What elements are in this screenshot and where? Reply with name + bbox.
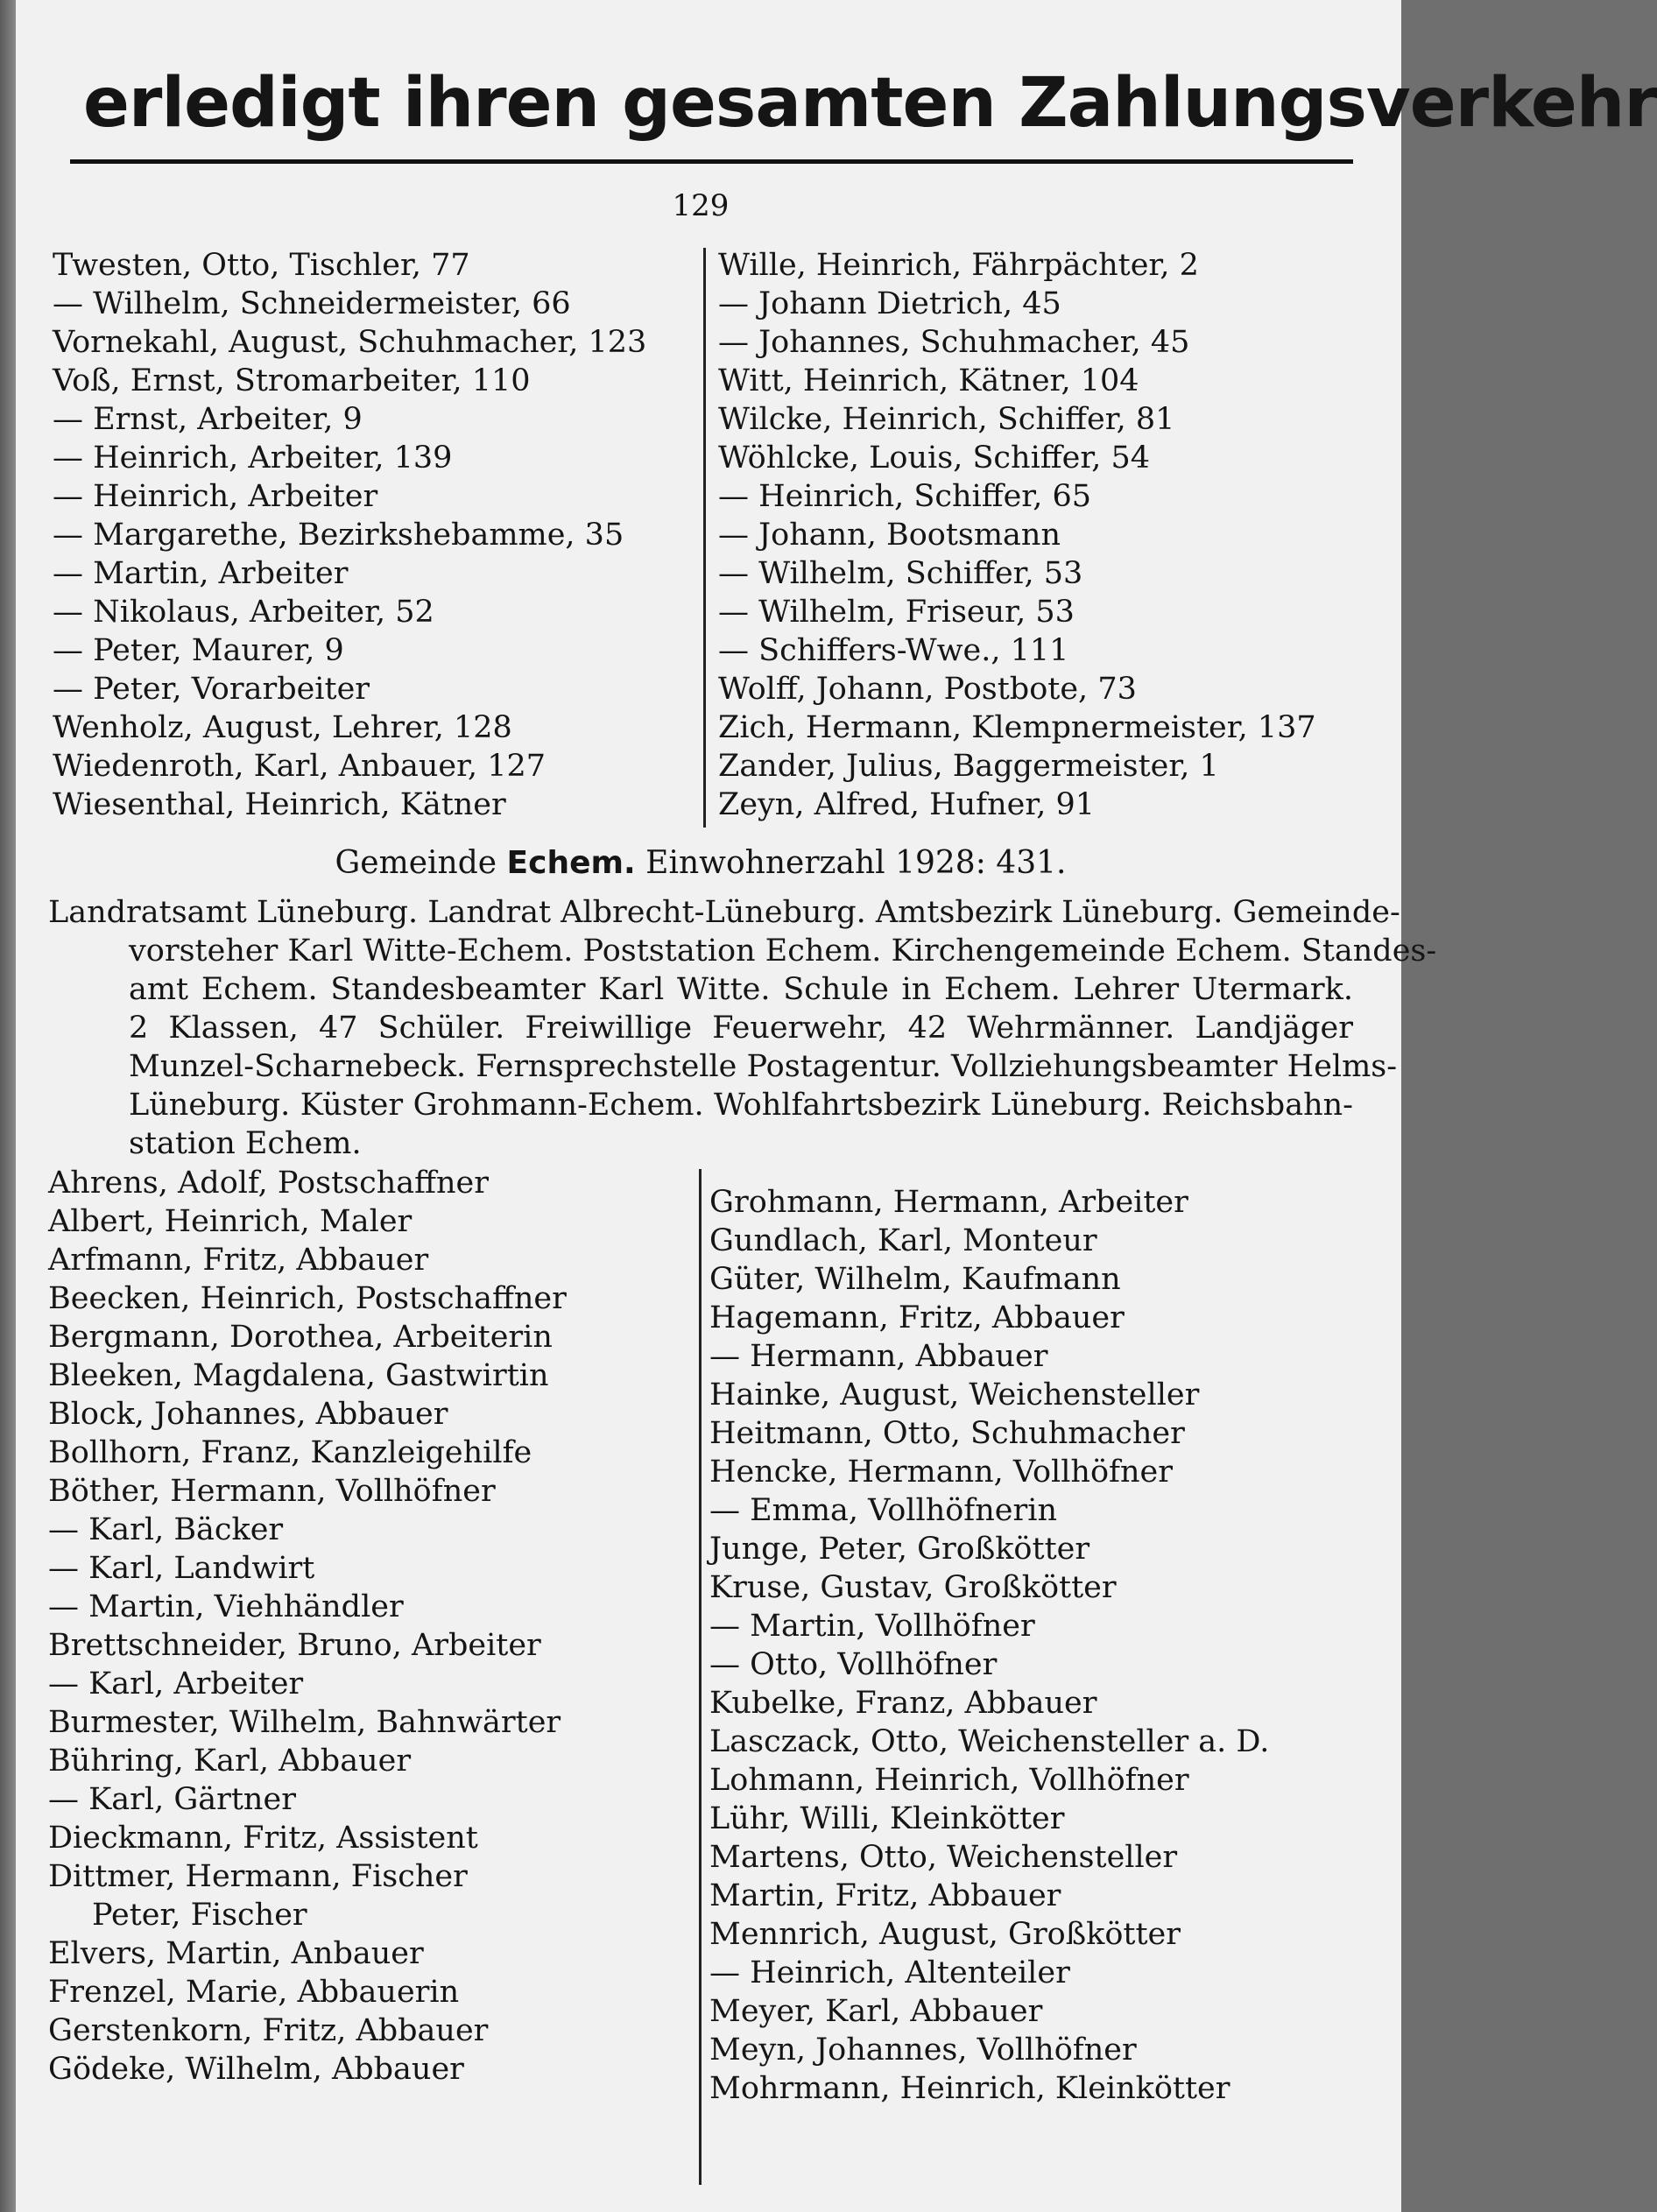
resident-entry: Burmester, Wilhelm, Bahnwärter bbox=[48, 1705, 561, 1740]
info-line: Munzel-Scharnebeck. Fernsprechstelle Postagentur. Vollziehungsbeamter Helms- bbox=[129, 1049, 1398, 1084]
resident-entry: — Heinrich, Schiffer, 65 bbox=[718, 479, 1091, 514]
resident-entry: — Nikolaus, Arbeiter, 52 bbox=[53, 595, 434, 630]
resident-entry: — Karl, Gärtner bbox=[48, 1782, 296, 1817]
resident-entry: Beecken, Heinrich, Postschaffner bbox=[48, 1281, 567, 1316]
resident-entry: Grohmann, Hermann, Arbeiter bbox=[709, 1185, 1188, 1220]
resident-entry: Frenzel, Marie, Abbauerin bbox=[48, 1975, 460, 2010]
resident-entry: Dieckmann, Fritz, Assistent bbox=[48, 1821, 478, 1856]
resident-entry: — Wilhelm, Schiffer, 53 bbox=[718, 556, 1083, 591]
resident-entry: — Karl, Bäcker bbox=[48, 1512, 284, 1547]
resident-entry: — Karl, Landwirt bbox=[48, 1551, 315, 1586]
resident-entry: Lohmann, Heinrich, Vollhöfner bbox=[709, 1763, 1189, 1798]
banner-rule bbox=[70, 159, 1353, 164]
resident-entry: Bollhorn, Franz, Kanzleigehilfe bbox=[48, 1435, 532, 1470]
resident-entry: — Martin, Arbeiter bbox=[53, 556, 349, 591]
page-number: 129 bbox=[672, 188, 730, 223]
resident-entry: Gundlach, Karl, Monteur bbox=[709, 1223, 1097, 1258]
resident-entry: Güter, Wilhelm, Kaufmann bbox=[709, 1262, 1121, 1297]
column-divider bbox=[699, 1169, 702, 2185]
resident-entry: Meyn, Johannes, Vollhöfner bbox=[709, 2032, 1137, 2068]
heading-prefix: Gemeinde bbox=[335, 845, 497, 881]
municipality-heading bbox=[53, 845, 1349, 881]
info-line: 2 Klassen, 47 Schüler. Freiwillige Feuerwehr, 42 Wehrmänner. Landjäger bbox=[129, 1011, 1353, 1046]
resident-entry: Peter, Fischer bbox=[92, 1898, 307, 1933]
resident-entry: Wiedenroth, Karl, Anbauer, 127 bbox=[53, 749, 546, 784]
resident-entry: — Margarethe, Bezirkshebamme, 35 bbox=[53, 518, 624, 553]
info-line: amt Echem. Standesbeamter Karl Witte. Schule in Echem. Lehrer Utermark. bbox=[129, 972, 1353, 1007]
resident-entry: Zich, Hermann, Klempnermeister, 137 bbox=[718, 710, 1316, 745]
resident-entry: Zeyn, Alfred, Hufner, 91 bbox=[718, 787, 1096, 822]
resident-entry: Heitmann, Otto, Schuhmacher bbox=[709, 1416, 1185, 1451]
resident-entry: Wolff, Johann, Postbote, 73 bbox=[718, 672, 1137, 707]
resident-entry: Mohrmann, Heinrich, Kleinkötter bbox=[709, 2071, 1230, 2106]
info-line: Lüneburg. Küster Grohmann-Echem. Wohlfahrtsbezirk Lüneburg. Reichsbahn- bbox=[129, 1088, 1353, 1123]
resident-entry: Wille, Heinrich, Fährpächter, 2 bbox=[718, 248, 1199, 283]
resident-entry: — Otto, Vollhöfner bbox=[709, 1647, 998, 1682]
resident-entry: Bühring, Karl, Abbauer bbox=[48, 1744, 412, 1779]
resident-entry: Kubelke, Franz, Abbauer bbox=[709, 1686, 1097, 1721]
resident-entry: Bergmann, Dorothea, Arbeiterin bbox=[48, 1320, 553, 1355]
resident-entry: Gödeke, Wilhelm, Abbauer bbox=[48, 2052, 464, 2087]
resident-entry: Martin, Fritz, Abbauer bbox=[709, 1878, 1061, 1913]
resident-entry: — Hermann, Abbauer bbox=[709, 1339, 1048, 1374]
resident-entry: Arfmann, Fritz, Abbauer bbox=[48, 1243, 429, 1278]
resident-entry: — Martin, Vollhöfner bbox=[709, 1609, 1035, 1644]
residents-right-column bbox=[718, 246, 1366, 824]
resident-entry: Wiesenthal, Heinrich, Kätner bbox=[53, 787, 506, 822]
resident-entry: Vornekahl, August, Schuhmacher, 123 bbox=[53, 325, 647, 360]
resident-entry: — Peter, Maurer, 9 bbox=[53, 633, 344, 668]
resident-entry: — Johann Dietrich, 45 bbox=[718, 286, 1061, 321]
info-line: vorsteher Karl Witte-Echem. Poststation Echem. Kirchengemeinde Echem. Standes- bbox=[129, 933, 1437, 969]
info-line: Landratsamt Lüneburg. Landrat Albrecht-Lüneburg. Amtsbezirk Lüneburg. Gemeinde- bbox=[48, 895, 1400, 930]
resident-entry: Wilcke, Heinrich, Schiffer, 81 bbox=[718, 402, 1175, 437]
resident-entry: Martens, Otto, Weichensteller bbox=[709, 1840, 1178, 1875]
resident-entry: Ahrens, Adolf, Postschaffner bbox=[48, 1166, 489, 1201]
residents-left-column bbox=[53, 246, 701, 824]
column-divider bbox=[703, 248, 706, 828]
resident-entry: — Johann, Bootsmann bbox=[718, 518, 1061, 553]
page-gutter bbox=[0, 0, 16, 2212]
resident-entry: Junge, Peter, Großkötter bbox=[709, 1532, 1090, 1567]
resident-entry: Twesten, Otto, Tischler, 77 bbox=[53, 248, 470, 283]
resident-entry: Lasczack, Otto, Weichensteller a. D. bbox=[709, 1724, 1270, 1759]
resident-entry: Wenholz, August, Lehrer, 128 bbox=[53, 710, 512, 745]
resident-entry: — Karl, Arbeiter bbox=[48, 1666, 304, 1701]
resident-entry: — Ernst, Arbeiter, 9 bbox=[53, 402, 363, 437]
heading-population: Einwohnerzahl 1928: 431. bbox=[645, 845, 1067, 881]
residents-left-column bbox=[48, 1164, 696, 2089]
resident-entry: Witt, Heinrich, Kätner, 104 bbox=[718, 363, 1139, 398]
resident-entry: — Heinrich, Arbeiter, 139 bbox=[53, 440, 453, 476]
resident-entry: Zander, Julius, Baggermeister, 1 bbox=[718, 749, 1219, 784]
resident-entry: Albert, Heinrich, Maler bbox=[48, 1204, 412, 1239]
resident-entry: — Johannes, Schuhmacher, 45 bbox=[718, 325, 1190, 360]
resident-entry: Voß, Ernst, Stromarbeiter, 110 bbox=[53, 363, 531, 398]
resident-entry: Lühr, Willi, Kleinkötter bbox=[709, 1801, 1065, 1836]
resident-entry: — Emma, Vollhöfnerin bbox=[709, 1493, 1057, 1528]
resident-entry: — Peter, Vorarbeiter bbox=[53, 672, 370, 707]
resident-entry: — Schiffers-Wwe., 111 bbox=[718, 633, 1069, 668]
resident-entry: Böther, Hermann, Vollhöfner bbox=[48, 1474, 496, 1509]
heading-place: Echem. bbox=[506, 845, 636, 881]
resident-entry: — Martin, Viehhändler bbox=[48, 1589, 404, 1624]
resident-entry: Gerstenkorn, Fritz, Abbauer bbox=[48, 2013, 489, 2048]
municipality-info bbox=[48, 893, 1437, 1163]
resident-entry: Block, Johannes, Abbauer bbox=[48, 1397, 448, 1432]
resident-entry: Brettschneider, Bruno, Arbeiter bbox=[48, 1628, 541, 1663]
resident-entry: Hagemann, Fritz, Abbauer bbox=[709, 1300, 1125, 1335]
resident-entry: Bleeken, Magdalena, Gastwirtin bbox=[48, 1358, 549, 1393]
resident-entry: Mennrich, August, Großkötter bbox=[709, 1917, 1181, 1952]
resident-entry: Hencke, Hermann, Vollhöfner bbox=[709, 1455, 1173, 1490]
resident-entry: — Heinrich, Altenteiler bbox=[709, 1955, 1070, 1990]
residents-right-column bbox=[709, 1183, 1357, 2108]
banner-slogan: erledigt ihren gesamten Zahlungsverkehr bbox=[83, 64, 1657, 143]
resident-entry: Hainke, August, Weichensteller bbox=[709, 1377, 1200, 1412]
resident-entry: Meyer, Karl, Abbauer bbox=[709, 1994, 1043, 2029]
resident-entry: — Wilhelm, Schneidermeister, 66 bbox=[53, 286, 571, 321]
resident-entry: Kruse, Gustav, Großkötter bbox=[709, 1570, 1117, 1605]
resident-entry: — Heinrich, Arbeiter bbox=[53, 479, 378, 514]
info-line: station Echem. bbox=[129, 1126, 362, 1161]
resident-entry: Elvers, Martin, Anbauer bbox=[48, 1936, 424, 1971]
resident-entry: — Wilhelm, Friseur, 53 bbox=[718, 595, 1075, 630]
resident-entry: Dittmer, Hermann, Fischer bbox=[48, 1859, 468, 1894]
resident-entry: Wöhlcke, Louis, Schiffer, 54 bbox=[718, 440, 1151, 476]
